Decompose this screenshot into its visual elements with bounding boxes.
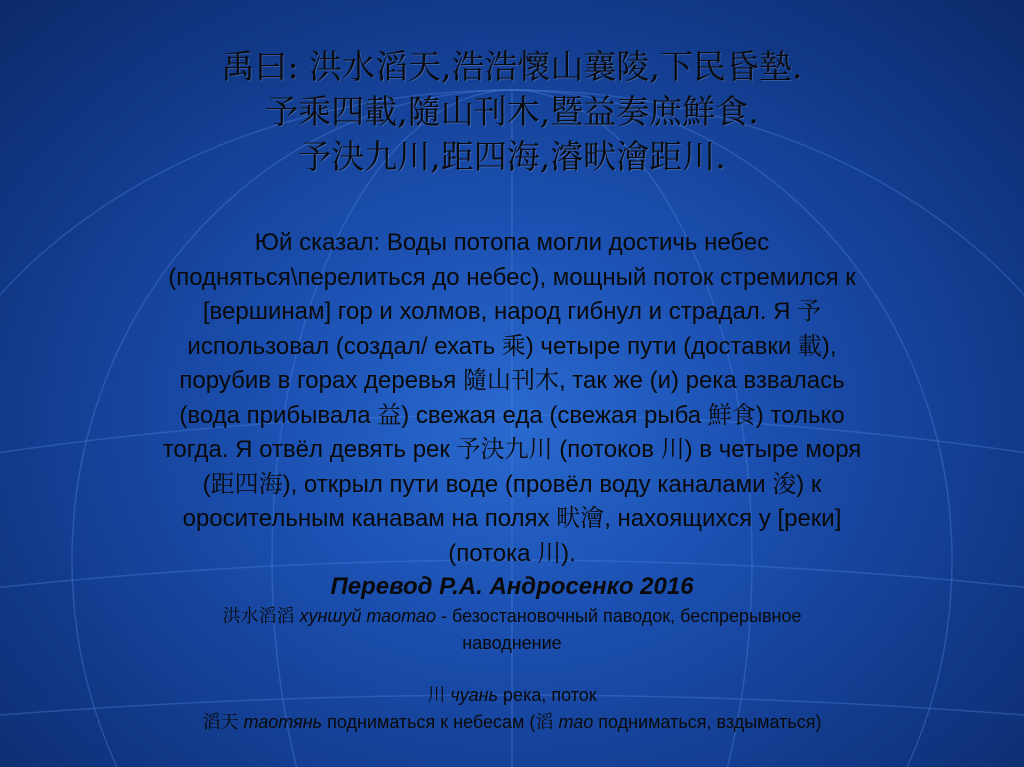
note-line bbox=[60, 682, 964, 709]
note-text: - безостановочный паводок, беспрерывное bbox=[435, 606, 802, 626]
title-line: 予決九川,距四海,濬畎澮距川. bbox=[298, 137, 726, 176]
note-line bbox=[60, 603, 964, 630]
note-line: наводнение bbox=[462, 633, 562, 653]
translation-line: Юй сказал: Воды потопа могли достичь небес bbox=[254, 229, 770, 256]
translation-line: порубив в горах деревья 隨山刊木, так же (и) река взвалась bbox=[179, 367, 845, 394]
translation-line: (подняться\перелиться до небес), мощный поток стремился к bbox=[168, 263, 856, 291]
translation-line: оросительным канавам на полях 畎澮, нахоящихся у [реки] bbox=[182, 505, 842, 532]
note-line bbox=[60, 709, 964, 736]
translation-line: [вершинам] гор и холмов, народ гибнул и страдал. Я 予 bbox=[202, 298, 822, 325]
note-romanization: тао bbox=[558, 712, 594, 732]
spacer bbox=[60, 656, 964, 682]
note-romanization: чуань bbox=[450, 685, 499, 705]
note-romanization: хуншуй таотао bbox=[299, 606, 436, 626]
note-hanzi: 滔天 bbox=[202, 712, 239, 733]
note-hanzi: 川 bbox=[427, 685, 446, 706]
translation-line: (потока 川). bbox=[448, 539, 576, 567]
translation-line: (вода прибывала 益) свежая еда (свежая рыба 鮮食) только bbox=[179, 401, 845, 429]
note-text: подниматься, вздыматься) bbox=[593, 712, 822, 732]
title-line: 禹曰: 洪水滔天,浩浩懷山襄陵,下民昏墊. bbox=[221, 47, 803, 86]
note-hanzi: 洪水滔滔 bbox=[222, 606, 295, 627]
slide-body bbox=[60, 226, 964, 736]
note-romanization: таотянь bbox=[243, 712, 323, 732]
translation-line: (距四海), открыл пути воде (провёл воду каналами 浚) к bbox=[202, 470, 822, 498]
title-line: 予乘四載,隨山刊木,暨益奏庶鮮食. bbox=[265, 92, 759, 131]
slide-title bbox=[40, 44, 984, 179]
note-hanzi: 滔 bbox=[535, 712, 554, 733]
note-text: река, поток bbox=[498, 685, 597, 705]
translation-line: тогда. Я отвёл девять рек 予決九川 (потоков 川) в четыре моря bbox=[162, 436, 862, 463]
translation-author: Перевод Р.А. Андросенко 2016 bbox=[330, 573, 694, 600]
note-text: подниматься к небесам ( bbox=[322, 712, 536, 732]
translation-line: использовал (создал/ ехать 乘) четыре пути (доставки 載), bbox=[187, 332, 837, 360]
